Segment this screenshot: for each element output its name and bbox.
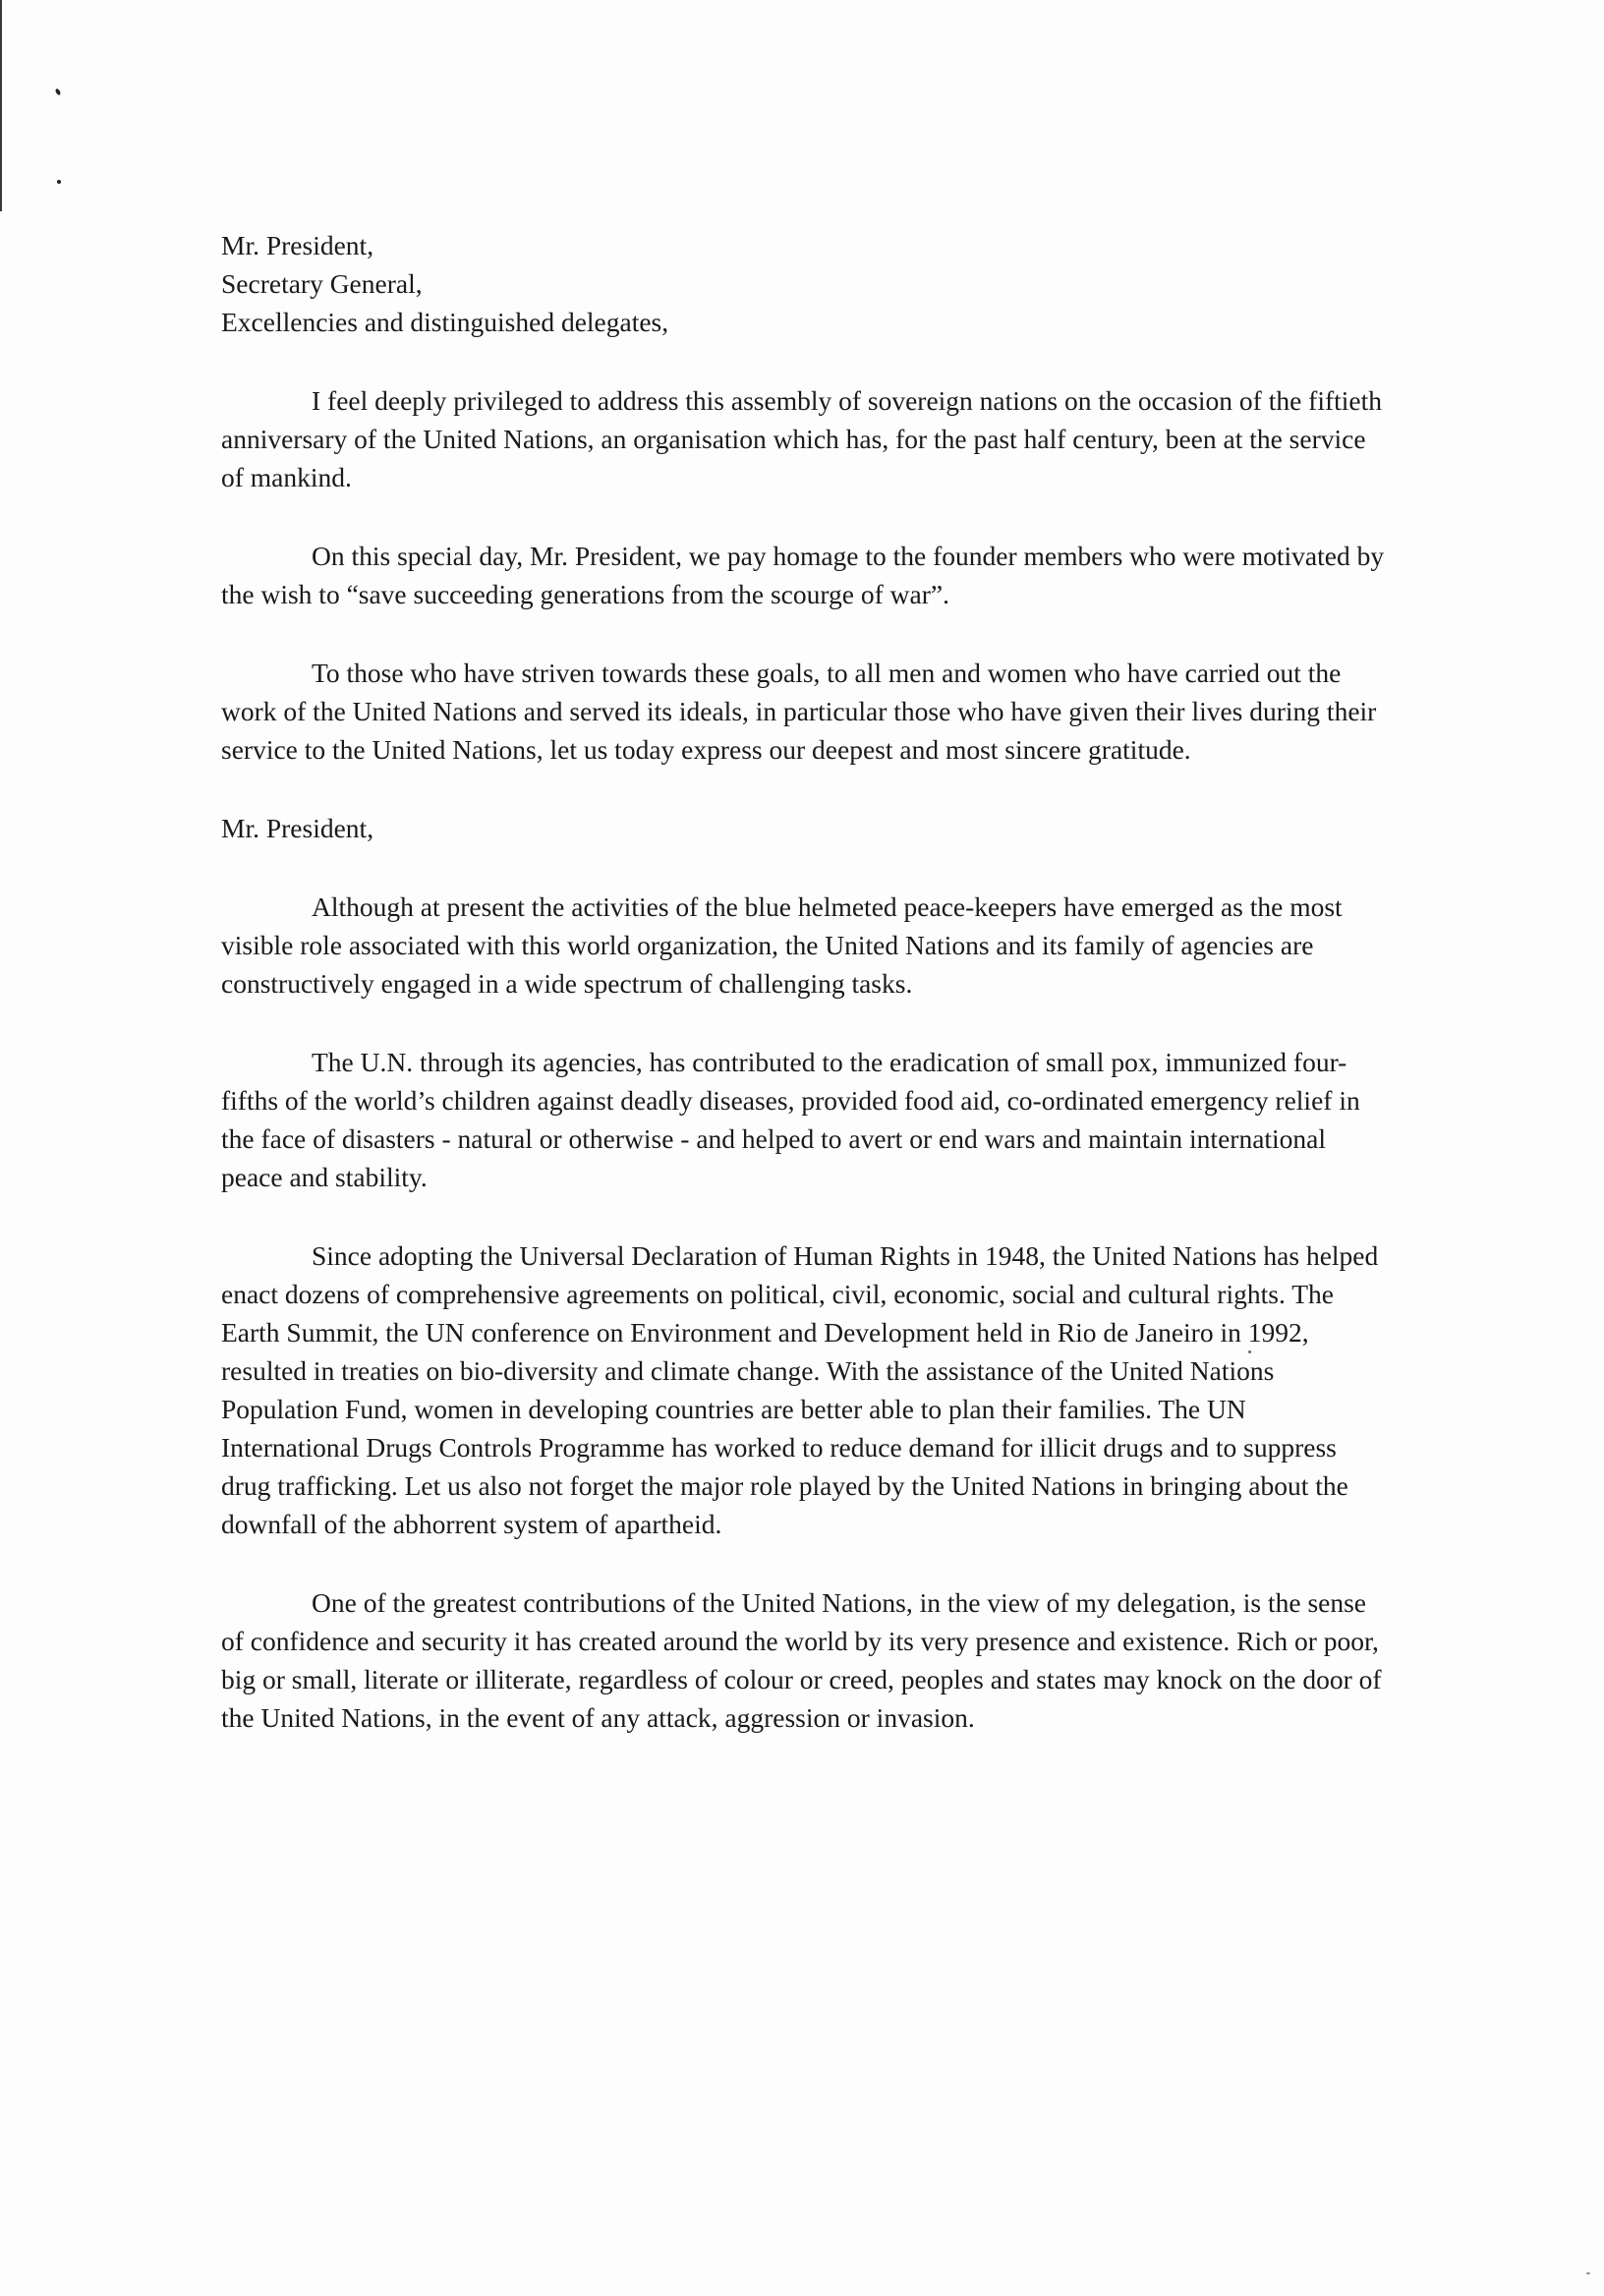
paragraph: Since adopting the Universal Declaration of Human Rights in 1948, the United Nations has helped enact dozens of comprehensive agreements on political, civil, economic, social and cultural rights. The Earth Summit, the UN conference on Environment and Development held in Rio de Janeiro in 1992, resulted in treaties on bio-diversity and climate change. With the assistance of the United Nations Population Fund, women in developing countries are better able to plan their families. The UN International Drugs Controls Programme has worked to reduce demand for illicit drugs and to suppress drug trafficking. Let us also not forget the major role played by the United Nations in bringing about the downfall of the abhorrent system of apartheid. bbox=[221, 1240, 1379, 1539]
paragraph: The U.N. through its agencies, has contributed to the eradication of small pox, immunized four-fifths of the world’s children against deadly diseases, provided food aid, co-ordinated emergency relief in the face of disasters - natural or otherwise - and helped to avert or end wars and maintain international peace and stability. bbox=[221, 1047, 1360, 1192]
speech-body bbox=[221, 226, 1386, 1777]
salutation-line: Excellencies and distinguished delegates, bbox=[221, 307, 669, 337]
paragraph: On this special day, Mr. President, we pay homage to the founder members who were motivated by the wish to “save succeeding generations from the scourge of war”. bbox=[221, 541, 1385, 609]
paragraph: Although at present the activities of the blue helmeted peace-keepers have emerged as the most visible role associated with this world organization, the United Nations and its family of agencies are constructively engaged in a wide spectrum of challenging tasks. bbox=[221, 891, 1343, 999]
paragraph: One of the greatest contributions of the United Nations, in the view of my delegation, is the sense of confidence and security it has created around the world by its very presence and existence. Rich or poor, big or small, literate or illiterate, regardless of colour or creed, peoples and states may knock on the door of the United Nations, in the event of any attack, aggression or invasion. bbox=[221, 1587, 1382, 1733]
salutation-line: Secretary General, bbox=[221, 268, 423, 299]
scan-speck bbox=[55, 87, 62, 95]
address-line: Mr. President, bbox=[221, 813, 374, 843]
scan-speck bbox=[1586, 2272, 1590, 2274]
salutation-block bbox=[221, 226, 1386, 341]
paragraph: I feel deeply privileged to address this assembly of sovereign nations on the occasion of the fiftieth anniversary of the United Nations, an organisation which has, for the past half century, been at the service of mankind. bbox=[221, 385, 1383, 492]
scan-edge-line bbox=[0, 0, 2, 211]
paragraph: To those who have striven towards these goals, to all men and women who have carried out the work of the United Nations and served its ideals, in particular those who have given their lives during their service to the United Nations, let us today express our deepest and most sincere gratitude. bbox=[221, 658, 1377, 765]
salutation-line: Mr. President, bbox=[221, 230, 374, 260]
scan-speck bbox=[57, 180, 61, 184]
